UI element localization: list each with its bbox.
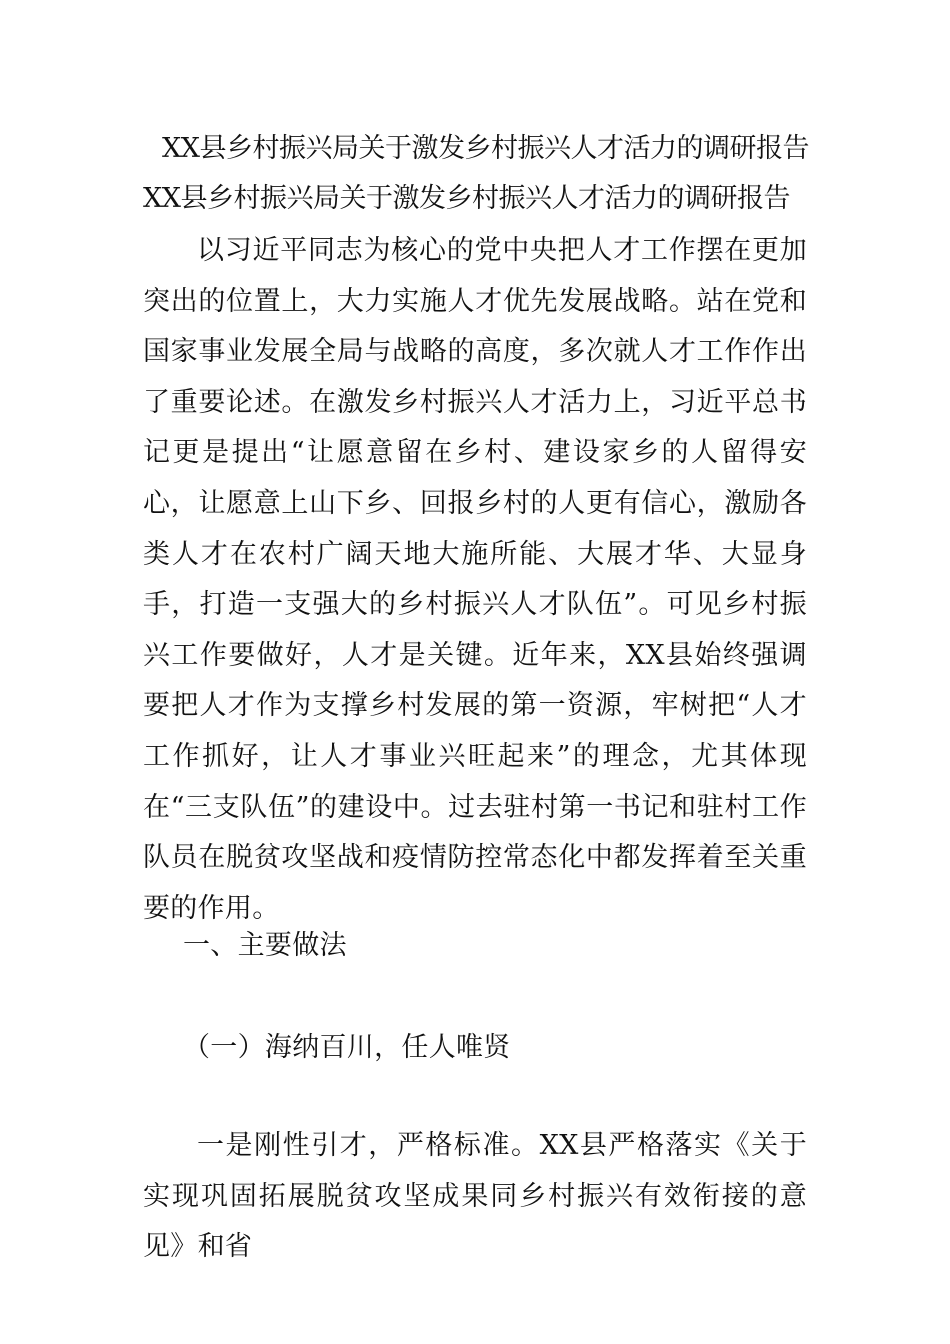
document-title: XX县乡村振兴局关于激发乡村振兴人才活力的调研报告 (162, 133, 809, 164)
subsection-heading: （一）海纳百川，任人唯贤 (183, 1032, 511, 1063)
intro-paragraph: 以习近平同志为核心的党中央把人才工作摆在更加突出的位置上，大力实施人才优先发展战略。站在党和国家事业发展全局与战略的高度，多次就人才工作作出了重要论述。在激发乡村振兴人才活力上，习近平总书记更是提出“让愿意留在乡村、建设家乡的人留得安心，让愿意上山下乡、回报乡村的人更有信心，激励各类人才在农村广阔天地大施所能、大展才华、大显身手，打造一支强大的乡村振兴人才队伍”。可见乡村振兴工作要做好，人才是关键。近年来，XX县始终强调要把人才作为支撑乡村发展的第一资源，牢树把“人才工作抓好，让人才事业兴旺起来”的理念，尤其体现在“三支队伍”的建设中。过去驻村第一书记和驻村工作队员在脱贫攻坚战和疫情防控常态化中都发挥着至关重要的作用。 (143, 235, 807, 924)
body-paragraph: 一是刚性引才，严格标准。XX县严格落实《关于实现巩固拓展脱贫攻坚成果同乡村振兴有效衔接的意见》和省 (143, 1130, 807, 1263)
document-title-repeat: XX县乡村振兴局关于激发乡村振兴人才活力的调研报告 (143, 183, 790, 214)
section-heading: 一、主要做法 (183, 930, 347, 961)
